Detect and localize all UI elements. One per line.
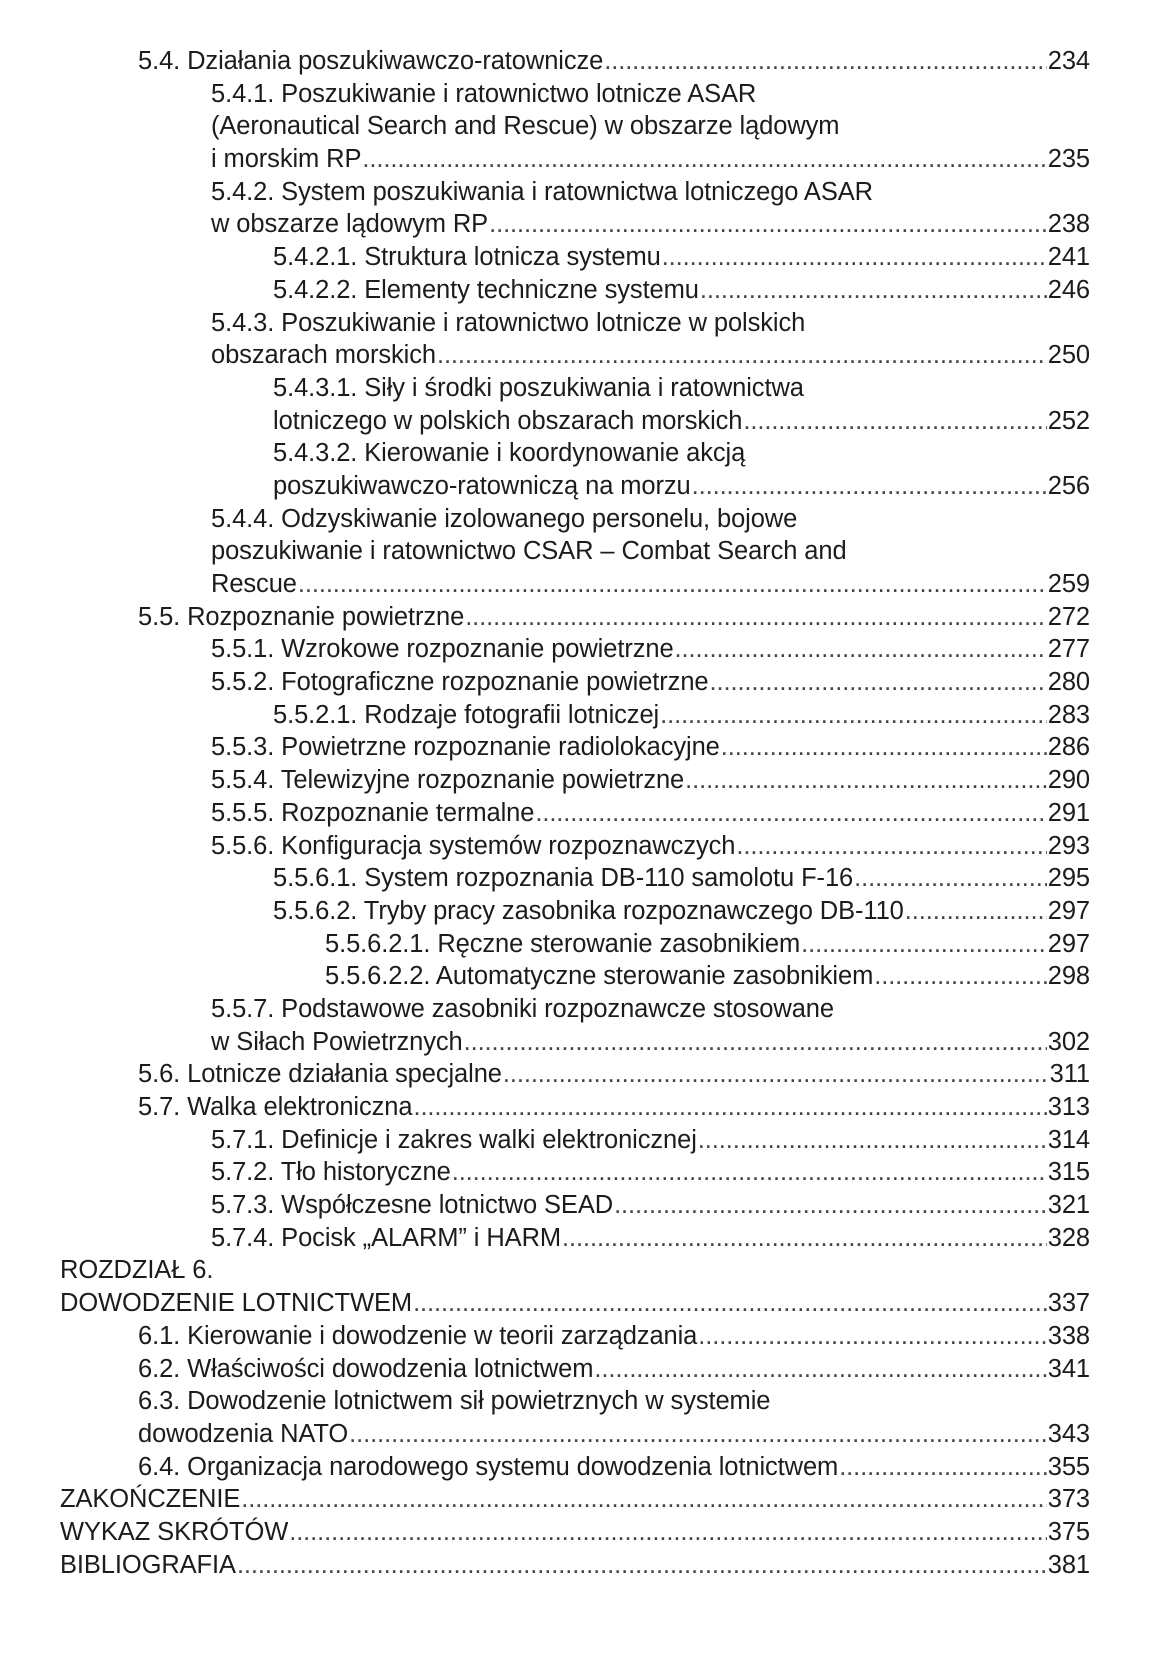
toc-leader-dots [594,1353,1046,1386]
toc-page-number: 314 [1047,1125,1090,1154]
toc-page-number: 341 [1047,1354,1090,1383]
toc-entry-title: WYKAZ SKRÓTÓW [60,1517,289,1546]
toc-entry-title: 5.5.2. Fotograficzne rozpoznanie powietrzne [211,668,709,697]
toc-leader-dots [241,1483,1046,1516]
toc-entry [0,764,1150,797]
toc-leader-dots [489,208,1047,241]
toc-entry-row [211,78,756,111]
toc-entry-row [211,764,1090,797]
toc-leader-dots [660,699,1047,732]
toc-entry [0,1189,1150,1222]
toc-entry-row [60,1254,213,1287]
toc-page-number: 355 [1047,1452,1090,1481]
toc-page-number: 277 [1047,635,1090,664]
toc-page-number: 272 [1047,602,1090,631]
toc-leader-dots [700,274,1047,307]
toc-entry [0,1516,1150,1549]
toc-leader-dots [413,1091,1046,1124]
toc-page-number: 283 [1047,700,1090,729]
toc-entry-row [138,1353,1090,1386]
toc-entry-row [211,666,1090,699]
toc-entry [0,666,1150,699]
toc-entry [0,797,1150,830]
toc-entry-row [211,1156,1090,1189]
toc-entry-row [138,45,1090,78]
toc-page-number: 290 [1047,766,1090,795]
toc-leader-dots [685,764,1047,797]
toc-entry [0,143,1150,176]
toc-page-number: 234 [1047,47,1090,75]
toc-page-number: 238 [1047,210,1090,239]
toc-entry-row [273,372,804,405]
toc-entry-row [211,208,1090,241]
toc-page-number: 338 [1047,1321,1090,1350]
toc-entry-row [211,731,1090,764]
toc-page-number: 381 [1047,1550,1090,1579]
toc-entry-continuation [0,176,1150,209]
toc-entry-continuation [0,993,1150,1026]
toc-entry-row [211,503,797,536]
toc-entry-row [273,274,1090,307]
toc-entry-title: obszarach morskich [211,341,436,370]
toc-entry-title: 5.4.4. Odzyskiwanie izolowanego personelu, bojowe [211,504,798,533]
toc-entry-row [273,437,745,470]
toc-page-number: 321 [1047,1191,1090,1220]
toc-leader-dots [743,405,1046,438]
toc-entry-row [211,797,1090,830]
toc-entry-title: 5.5.6.2. Tryby pracy zasobnika rozpoznawczego DB-110 [273,896,904,925]
toc-entry-title: w obszarze lądowym RP [211,210,489,239]
toc-entry-title: 5.5.6.2.1. Ręczne sterowanie zasobnikiem [325,929,801,958]
toc-entry-title: 5.7.4. Pocisk „ALARM” i HARM [211,1223,562,1252]
toc-entry-title: DOWODZENIE LOTNICTWEM [60,1289,413,1318]
toc-leader-dots [604,45,1047,78]
toc-entry [0,830,1150,863]
toc-entry-row [138,1451,1090,1484]
toc-entry [0,339,1150,372]
toc-page-number: 337 [1047,1289,1090,1318]
toc-entry-row [211,143,1090,176]
toc-entry [0,1091,1150,1124]
toc-entry-title: 5.7.2. Tło historyczne [211,1158,451,1187]
toc-entry-row [211,568,1090,601]
toc-entry-title: 5.4.3.1. Siły i środki poszukiwania i ratownictwa [273,373,804,402]
toc-entry [0,208,1150,241]
toc-leader-dots [464,1026,1047,1059]
toc-entry [0,241,1150,274]
toc-entry [0,1418,1150,1451]
toc-entry-title: poszukiwanie i ratownictwo CSAR – Combat Search and [211,537,847,566]
toc-leader-dots [710,666,1047,699]
toc-page-number: 375 [1047,1517,1090,1546]
toc-entry-title: 5.7.3. Współczesne lotnictwo SEAD [211,1191,614,1220]
toc-entry-row [60,1516,1090,1549]
toc-entry-continuation [0,1385,1150,1418]
toc-entry [0,1058,1150,1091]
toc-page-number: 313 [1047,1093,1090,1121]
toc-leader-dots [437,339,1047,372]
toc-entry-title: 5.5.5. Rozpoznanie termalne [211,798,535,827]
toc-leader-dots [698,1320,1046,1353]
toc-entry [0,568,1150,601]
toc-entry [0,633,1150,666]
toc-page-number: 328 [1047,1223,1090,1252]
toc-entry-row [325,928,1090,961]
toc-entry-row [211,1222,1090,1255]
toc-leader-dots [289,1516,1047,1549]
toc-entry-title: 5.4.2. System poszukiwania i ratownictwa lotniczego ASAR [211,177,873,206]
toc-entry [0,1549,1150,1582]
toc-entry-row [211,1189,1090,1222]
toc-page-number: 259 [1047,570,1090,598]
toc-entry [0,1287,1150,1320]
toc-entry [0,895,1150,928]
toc-entry [0,928,1150,961]
toc-leader-dots [614,1189,1047,1222]
toc-entry-row [273,699,1090,732]
toc-entry [0,45,1150,78]
toc-entry [0,1222,1150,1255]
toc-entry-title: 5.5.6.2.2. Automatyczne sterowanie zasobnikiem [325,962,874,991]
toc-entry [0,274,1150,307]
toc-entry-title: lotniczego w polskich obszarach morskich [273,406,743,435]
toc-entry-row [211,1124,1090,1157]
toc-entry-title: BIBLIOGRAFIA [60,1550,236,1579]
toc-page-number: 295 [1047,864,1090,893]
toc-leader-dots [854,862,1047,895]
toc-entry-title: 5.5.3. Powietrzne rozpoznanie radiolokacyjne [211,733,720,762]
toc-entry [0,1156,1150,1189]
toc-entry-row [60,1483,1090,1516]
toc-entry-row [138,1091,1090,1124]
toc-entry-row [211,339,1090,372]
toc-entry-row [138,1385,770,1418]
toc-entry-continuation [0,437,1150,470]
toc-entry-row [60,1287,1090,1320]
toc-entry-row [211,535,847,568]
toc-entry-title: 5.4.1. Poszukiwanie i ratownictwo lotnicze ASAR [211,79,757,108]
toc-entry-title: 5.4.3. Poszukiwanie i ratownictwo lotnicze w polskich [211,308,806,337]
toc-entry [0,1124,1150,1157]
toc-page-number: 311 [1049,1060,1090,1089]
toc-entry-continuation [0,535,1150,568]
toc-leader-dots [413,1287,1047,1320]
toc-leader-dots [237,1549,1047,1582]
toc-entry-row [273,241,1090,274]
toc-entry [0,731,1150,764]
toc-leader-dots [675,633,1047,666]
toc-entry-row [211,993,834,1026]
toc-entry-title: 5.4.2.2. Elementy techniczne systemu [273,275,699,304]
toc-entry-title: 5.5.4. Telewizyjne rozpoznanie powietrzne [211,766,685,795]
toc-entry-title: i morskim RP [211,145,362,174]
toc-leader-dots [698,1124,1047,1157]
toc-entry-row [138,1058,1090,1091]
toc-page-number: 291 [1047,798,1090,827]
toc-leader-dots [905,895,1047,928]
toc-entry-title: Rescue [211,570,297,598]
toc-page-number: 250 [1047,341,1090,370]
toc-leader-dots [801,928,1047,961]
toc-leader-dots [839,1451,1047,1484]
toc-page-number: 315 [1047,1158,1090,1187]
toc-entry-row [211,307,805,340]
table-of-contents [0,45,1150,1581]
toc-leader-dots [535,797,1046,830]
toc-entry-row [211,1026,1090,1059]
toc-page-number: 302 [1047,1027,1090,1056]
toc-page-number: 246 [1047,275,1090,304]
toc-entry [0,862,1150,895]
toc-entry-continuation [0,1254,1150,1287]
toc-entry-title: 6.3. Dowodzenie lotnictwem sił powietrznych w systemie [138,1387,771,1416]
toc-entry [0,1026,1150,1059]
toc-entry-row [325,960,1090,993]
toc-entry-row [138,1320,1090,1353]
toc-entry [0,1320,1150,1353]
toc-page-number: 298 [1047,962,1090,991]
toc-entry-title: 5.5. Rozpoznanie powietrzne [138,602,465,631]
toc-entry-continuation [0,110,1150,143]
toc-entry-title: (Aeronautical Search and Rescue) w obszarze lądowym [211,112,840,141]
toc-entry [0,1483,1150,1516]
toc-entry-row [273,862,1090,895]
toc-entry-row [138,601,1090,634]
toc-page-number: 293 [1047,831,1090,860]
toc-page-number: 252 [1047,406,1090,435]
toc-entry-row [138,1418,1090,1451]
toc-leader-dots [736,830,1046,863]
toc-entry-continuation [0,307,1150,340]
toc-entry-title: poszukiwawczo-ratowniczą na morzu [273,471,691,500]
toc-entry-title: 5.6. Lotnicze działania specjalne [138,1060,502,1089]
toc-entry-row [273,470,1090,503]
toc-entry [0,1353,1150,1386]
toc-entry-title: 5.5.2.1. Rodzaje fotografii lotniczej [273,700,660,729]
toc-entry-title: 5.4. Działania poszukiwawczo-ratownicze [138,47,604,75]
toc-leader-dots [503,1058,1049,1091]
toc-entry-title: 5.5.6.1. System rozpoznania DB-110 samolotu F-16 [273,864,854,893]
toc-entry [0,699,1150,732]
toc-entry [0,1451,1150,1484]
toc-leader-dots [362,143,1046,176]
toc-entry-title: dowodzenia NATO [138,1419,349,1448]
toc-entry-title: 5.4.3.2. Kierowanie i koordynowanie akcją [273,439,746,468]
toc-leader-dots [874,960,1047,993]
toc-entry [0,470,1150,503]
toc-entry-row [60,1549,1090,1582]
toc-entry-title: 5.7.1. Definicje i zakres walki elektronicznej [211,1125,697,1154]
toc-entry-continuation [0,78,1150,111]
toc-entry-row [211,830,1090,863]
toc-entry-continuation [0,372,1150,405]
toc-entry-title: 5.7. Walka elektroniczna [138,1093,413,1121]
toc-entry-title: ROZDZIAŁ 6. [60,1256,214,1285]
toc-page-number: 280 [1047,668,1090,697]
toc-page-number: 241 [1047,243,1090,272]
toc-leader-dots [298,568,1047,601]
toc-page-number: 235 [1047,145,1090,174]
toc-leader-dots [721,731,1047,764]
toc-entry-row [273,895,1090,928]
toc-leader-dots [692,470,1047,503]
toc-entry-row [211,176,873,209]
toc-page-number: 297 [1047,896,1090,925]
toc-entry-title: 5.5.7. Podstawowe zasobniki rozpoznawcze stosowane [211,994,834,1023]
toc-page-number: 343 [1047,1419,1090,1448]
toc-entry [0,601,1150,634]
toc-entry-title: 5.5.6. Konfiguracja systemów rozpoznawczych [211,831,736,860]
toc-entry-title: 5.4.2.1. Struktura lotnicza systemu [273,243,661,272]
toc-entry-title: w Siłach Powietrznych [211,1027,463,1056]
toc-leader-dots [349,1418,1047,1451]
toc-entry-title: ZAKOŃCZENIE [60,1485,241,1514]
toc-entry-title: 5.5.1. Wzrokowe rozpoznanie powietrzne [211,635,674,664]
toc-entry-title: 6.2. Właściwości dowodzenia lotnictwem [138,1354,594,1383]
toc-leader-dots [452,1156,1047,1189]
toc-leader-dots [662,241,1047,274]
toc-page-number: 286 [1047,733,1090,762]
toc-entry [0,405,1150,438]
toc-entry-row [273,405,1090,438]
toc-leader-dots [562,1222,1047,1255]
toc-page-number: 256 [1047,471,1090,500]
toc-entry-continuation [0,503,1150,536]
toc-entry-row [211,633,1090,666]
toc-leader-dots [465,601,1047,634]
toc-entry-title: 6.1. Kierowanie i dowodzenie w teorii zarządzania [138,1321,698,1350]
toc-entry-row [211,110,839,143]
toc-entry [0,960,1150,993]
toc-entry-title: 6.4. Organizacja narodowego systemu dowodzenia lotnictwem [138,1452,839,1481]
toc-page-number: 297 [1047,929,1090,958]
toc-page-number: 373 [1047,1485,1090,1514]
